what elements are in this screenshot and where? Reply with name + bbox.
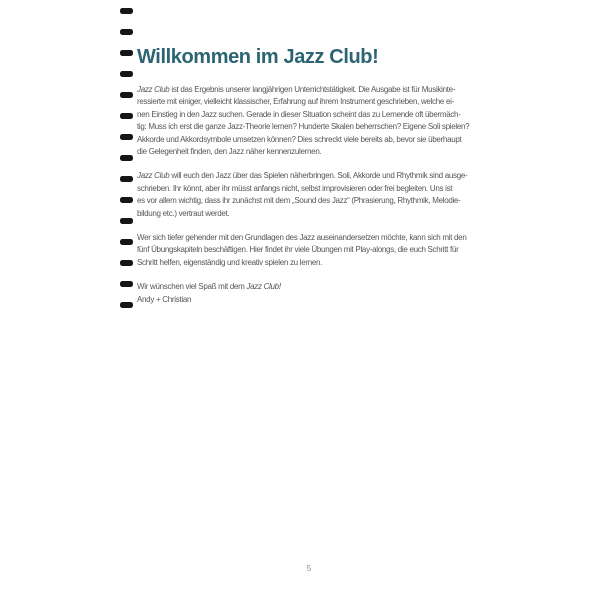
text-line: nen Einstieg in den Jazz suchen. Gerade in dieser Situation scheint das zu Lernende oft übermäch- xyxy=(137,109,461,119)
text-line: Akkorde und Akkordsymbole umsetzen können? Dies schreckt viele bereits ab, bevor sie überhaupt xyxy=(137,134,462,144)
text-line: Wir wünschen viel Spaß mit dem Jazz Club! xyxy=(137,282,281,292)
text-line: tig: Muss ich erst die ganze Jazz-Theorie lernen? Hunderte Skalen beherrschen? Eigene Soli spielen? xyxy=(137,122,470,132)
paragraph xyxy=(137,84,481,158)
binding-hole xyxy=(120,134,133,140)
text-line: Wer sich tiefer gehender mit den Grundlagen des Jazz auseinandersetzen möchte, kann sich mit den xyxy=(137,233,467,243)
body-text xyxy=(137,84,481,306)
binding-hole xyxy=(120,260,133,266)
book-title-italic: Jazz Club xyxy=(137,85,170,94)
binding-hole xyxy=(120,29,133,35)
binding-hole xyxy=(120,50,133,56)
binding-hole xyxy=(120,92,133,98)
page-number: 5 xyxy=(306,564,312,573)
text-line: schrieben. Ihr könnt, aber ihr müsst anfangs nicht, selbst improvisieren oder frei begleiten. Uns ist xyxy=(137,183,453,193)
binding-hole xyxy=(120,113,133,119)
text-line: die Gelegenheit finden, den Jazz näher kennenzulernen. xyxy=(137,147,322,157)
text-line: Andy + Christian xyxy=(137,294,192,304)
text-line: fünf Übungskapiteln beschäftigen. Hier findet ihr viele Übungen mit Play-alongs, die euch Schritt für xyxy=(137,245,459,255)
binding-hole xyxy=(120,155,133,161)
binding-hole xyxy=(120,8,133,14)
text-line: Jazz Club ist das Ergebnis unserer langjährigen Unterrichtstätigkeit. Die Ausgabe ist für Musikinte- xyxy=(137,85,456,94)
text-line: es vor allem wichtig, dass ihr zunächst mit dem „Sound des Jazz“ (Phrasierung, Rhythmik, Melodie- xyxy=(137,196,461,206)
book-title-italic: Jazz Club xyxy=(137,171,170,181)
page-content xyxy=(137,46,481,318)
binding-hole xyxy=(120,302,133,308)
binding-hole xyxy=(120,239,133,245)
text-line: bildung etc.) vertraut werdet. xyxy=(137,208,230,218)
binding-hole xyxy=(120,197,133,203)
text-line: Schritt helfen, eigenständig und kreativ spielen zu lernen. xyxy=(137,257,323,267)
paragraph xyxy=(137,232,481,269)
paragraph xyxy=(137,281,481,306)
binding-hole xyxy=(120,71,133,77)
text-line: ressierte mit einiger, vielleicht klassischer, Erfahrung auf ihrem Instrument geschrieben, welche ei- xyxy=(137,97,454,107)
spiral-binding xyxy=(120,8,133,323)
text-line: Jazz Club will euch den Jazz über das Spielen näherbringen. Soli, Akkorde und Rhythmik sind ausge- xyxy=(137,171,468,181)
binding-hole xyxy=(120,281,133,287)
paragraph xyxy=(137,170,481,220)
page-title: Willkommen im Jazz Club! xyxy=(137,46,379,68)
binding-hole xyxy=(120,218,133,224)
binding-hole xyxy=(120,176,133,182)
book-title-italic: Jazz Club! xyxy=(246,282,281,292)
